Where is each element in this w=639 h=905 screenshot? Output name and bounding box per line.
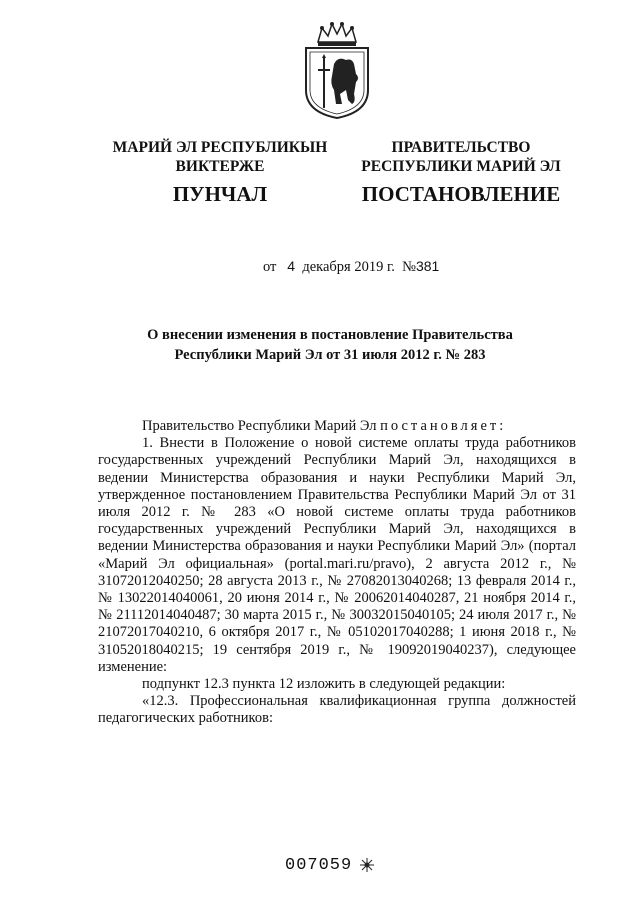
ornament-icon bbox=[360, 858, 374, 872]
header-right bbox=[356, 138, 566, 206]
title-line1: О внесении изменения в постановление Правительства bbox=[147, 327, 513, 343]
header-right-doc-type: ПОСТАНОВЛЕНИЕ bbox=[361, 182, 561, 206]
body-paragraph-3: «12.3. Профессиональная квалификационная группа должностей педагогических работников: bbox=[98, 693, 576, 727]
body-paragraph-2: подпункт 12.3 пункта 12 изложить в следующей редакции: bbox=[142, 676, 506, 693]
document-body bbox=[98, 418, 576, 728]
form-serial-number: 007059 bbox=[285, 856, 353, 875]
header-left bbox=[100, 138, 340, 206]
header-left-doc-type: ПУНЧАЛ bbox=[172, 182, 268, 206]
document-number: 381 bbox=[415, 258, 440, 274]
date-month-year: декабря 2019 г. bbox=[302, 259, 395, 275]
number-prefix: № bbox=[402, 259, 416, 275]
date-prefix: от bbox=[263, 259, 277, 275]
body-intro bbox=[98, 418, 576, 435]
header-right-line2: РЕСПУБЛИКИ МАРИЙ ЭЛ bbox=[361, 158, 561, 175]
date-day: 4 bbox=[287, 258, 296, 274]
intro-resolves: постановляет: bbox=[380, 418, 507, 434]
document-title bbox=[100, 325, 560, 365]
title-line2: Республики Марий Эл от 31 июля 2012 г. № 283 bbox=[174, 347, 486, 363]
body-paragraph-1: 1. Внести в Положение о новой системе оплаты труда работников государственных учреждений Республики Марий Эл, находящихся в ведении Министерства образования и науки Республики Марий Эл, утвержденное постановлением Правительства Республики Марий Эл от 31 июля 2012 г. № 283 «О новой системе оплаты труда работников государственных учреждений Республики Марий Эл, находящихся в ведении Министерства образования и науки Республики Марий Эл» (портал «Марий Эл официальная» (portal.mari.ru/pravo), 2 августа 2012 г., № 31072012040250; 28 августа 2013 г., № 27082013040268; 13 февраля 2014 г., № 13022014040061, 20 июня 2014 г., № 20062014040287, 21 ноября 2014 г., № 21112014040487; 30 марта 2015 г., № 30032015040105; 24 июля 2017 г., № 21072017040210, 6 октября 2017 г., № 05102017040288; 1 июня 2018 г., № 31052018040215; 19 сентября 2019 г., № 19092019040237), следующее изменение: bbox=[98, 435, 576, 675]
document-date-line bbox=[263, 258, 439, 276]
header-left-line2: ВИКТЕРЖЕ bbox=[175, 158, 265, 175]
intro-text: Правительство Республики Марий Эл bbox=[142, 418, 381, 434]
header-right-line1: ПРАВИТЕЛЬСТВО bbox=[391, 139, 531, 156]
coat-of-arms-icon bbox=[298, 20, 376, 120]
header-left-line1: МАРИЙ ЭЛ РЕСПУБЛИКЫН bbox=[112, 139, 328, 156]
